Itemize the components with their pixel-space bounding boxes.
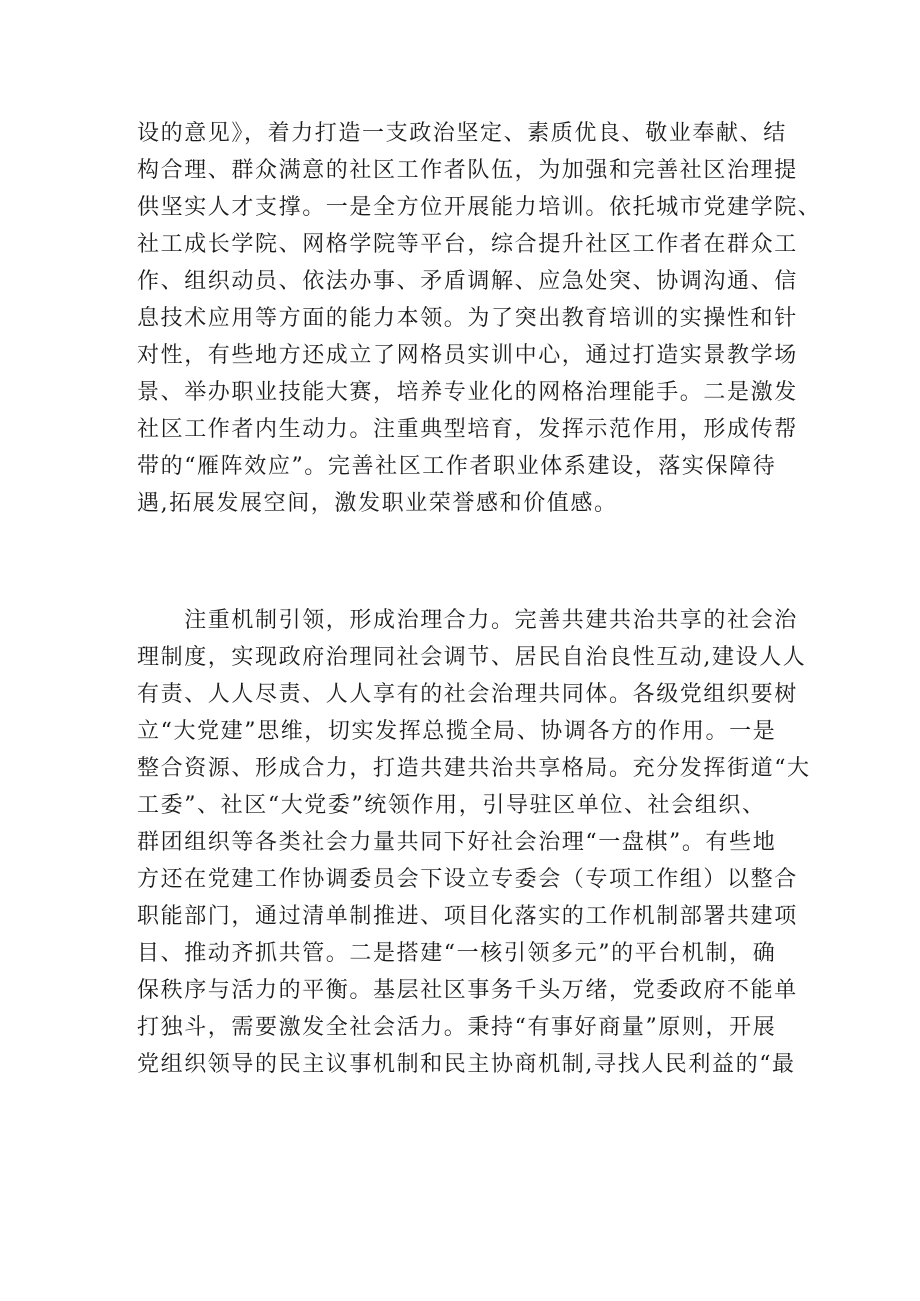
- text-line: 党组织领导的民主议事机制和民主协商机制,寻找人民利益的“最: [137, 1052, 796, 1077]
- text-line: 息技术应用等方面的能力本领。为了突出教育培训的实操性和针: [137, 306, 798, 331]
- text-line: 构合理、群众满意的社区工作者队伍，为加强和完善社区治理提: [137, 158, 798, 183]
- text-line: 职能部门，通过清单制推进、项目化落实的工作机制部署共建项: [137, 904, 798, 929]
- text-line: 遇,拓展发展空间，激发职业荣誉感和价值感。: [137, 491, 618, 516]
- text-line: 方还在党建工作协调委员会下设立专委会（专项工作组）以整合: [137, 867, 798, 892]
- text-line: 群团组织等各类社会力量共同下好社会治理“一盘棋”。有些地: [137, 830, 777, 855]
- text-line: 工委”、社区“大党委”统领作用，引导驻区单位、社会组织、: [137, 793, 766, 818]
- paragraph-cadre-team: [137, 115, 822, 522]
- text-line: 对性，有些地方还成立了网格员实训中心，通过打造实景教学场: [137, 343, 798, 368]
- text-line: 供坚实人才支撑。一是全方位开展能力培训。依托城市党建学院、: [137, 195, 822, 220]
- text-line: 目、推动齐抓共管。二是搭建“一核引领多元”的平台机制，确: [137, 941, 777, 966]
- text-line: 带的“雁阵效应”。完善社区工作者职业体系建设，落实保障待: [137, 454, 777, 479]
- text-line: 打独斗，需要激发全社会活力。秉持“有事好商量”原则，开展: [137, 1015, 777, 1040]
- text-line: 有责、人人尽责、人人享有的社会治理共同体。各级党组织要树: [137, 682, 798, 707]
- text-line: 社区工作者内生动力。注重典型培育，发挥示范作用，形成传帮: [137, 417, 798, 442]
- text-line: 注重机制引领，形成治理合力。完善共建共治共享的社会治: [137, 608, 798, 633]
- text-line: 设的意见》，着力打造一支政治坚定、素质优良、敬业奉献、结: [137, 121, 787, 146]
- text-line: 景、举办职业技能大赛，培养专业化的网格治理能手。二是激发: [137, 380, 798, 405]
- text-line: 作、组织动员、依法办事、矛盾调解、应急处突、协调沟通、信: [137, 269, 798, 294]
- text-line: 理制度，实现政府治理同社会调节、居民自治良性互动,建设人人: [137, 645, 807, 670]
- text-line: 整合资源、形成合力，打造共建共治共享格局。充分发挥街道“大: [137, 756, 811, 781]
- text-line: 社工成长学院、网格学院等平台，综合提升社区工作者在群众工: [137, 232, 798, 257]
- text-line: 立“大党建”思维，切实发挥总揽全局、协调各方的作用。一是: [137, 719, 777, 744]
- text-line: 保秩序与活力的平衡。基层社区事务千头万绪，党委政府不能单: [137, 978, 798, 1003]
- paragraph-mechanism: [137, 602, 811, 1083]
